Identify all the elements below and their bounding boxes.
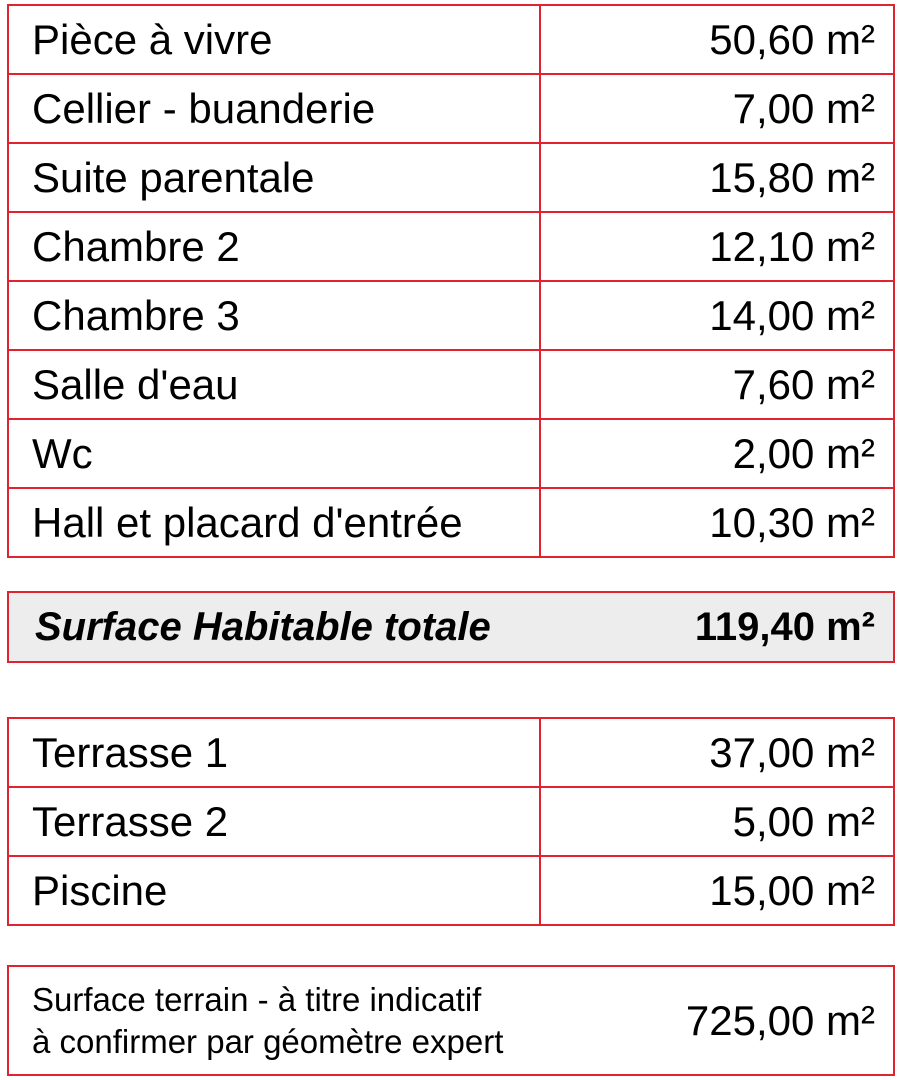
table-row (8, 350, 894, 419)
room-label: Suite parentale (8, 143, 540, 212)
land-area-value: 725,00 m² (540, 966, 894, 1075)
room-area-value: 7,00 m² (540, 74, 894, 143)
table-row (8, 718, 894, 787)
outdoor-area-table (7, 717, 895, 926)
room-area-value: 12,10 m² (540, 212, 894, 281)
outdoor-area-value: 15,00 m² (540, 856, 894, 925)
table-row (8, 143, 894, 212)
outdoor-area-value: 37,00 m² (540, 718, 894, 787)
outdoor-label: Terrasse 1 (8, 718, 540, 787)
total-row (8, 592, 894, 662)
land-row (8, 966, 894, 1075)
total-area-value: 119,40 m² (540, 592, 894, 662)
room-area-value: 14,00 m² (540, 281, 894, 350)
room-area-value: 2,00 m² (540, 419, 894, 488)
table-row (8, 488, 894, 557)
outdoor-label: Terrasse 2 (8, 787, 540, 856)
total-living-area-table (7, 591, 895, 663)
room-label: Chambre 3 (8, 281, 540, 350)
table-row (8, 5, 894, 74)
table-row (8, 856, 894, 925)
outdoor-label: Piscine (8, 856, 540, 925)
room-area-value: 50,60 m² (540, 5, 894, 74)
table-row (8, 419, 894, 488)
table-row (8, 787, 894, 856)
room-label: Hall et placard d'entrée (8, 488, 540, 557)
outdoor-area-value: 5,00 m² (540, 787, 894, 856)
table-row (8, 212, 894, 281)
room-label: Cellier - buanderie (8, 74, 540, 143)
land-area-table (7, 965, 895, 1076)
room-area-value: 10,30 m² (540, 488, 894, 557)
land-label-line-2: à confirmer par géomètre expert (32, 1022, 504, 1060)
room-area-value: 15,80 m² (540, 143, 894, 212)
room-label: Chambre 2 (8, 212, 540, 281)
rooms-area-table (7, 4, 895, 558)
room-label: Wc (8, 419, 540, 488)
table-row (8, 281, 894, 350)
land-label-line-1: Surface terrain - à titre indicatif (32, 980, 482, 1018)
room-label: Pièce à vivre (8, 5, 540, 74)
table-row (8, 74, 894, 143)
room-area-value: 7,60 m² (540, 350, 894, 419)
room-label: Salle d'eau (8, 350, 540, 419)
land-label (8, 966, 540, 1075)
total-label: Surface Habitable totale (8, 592, 540, 662)
